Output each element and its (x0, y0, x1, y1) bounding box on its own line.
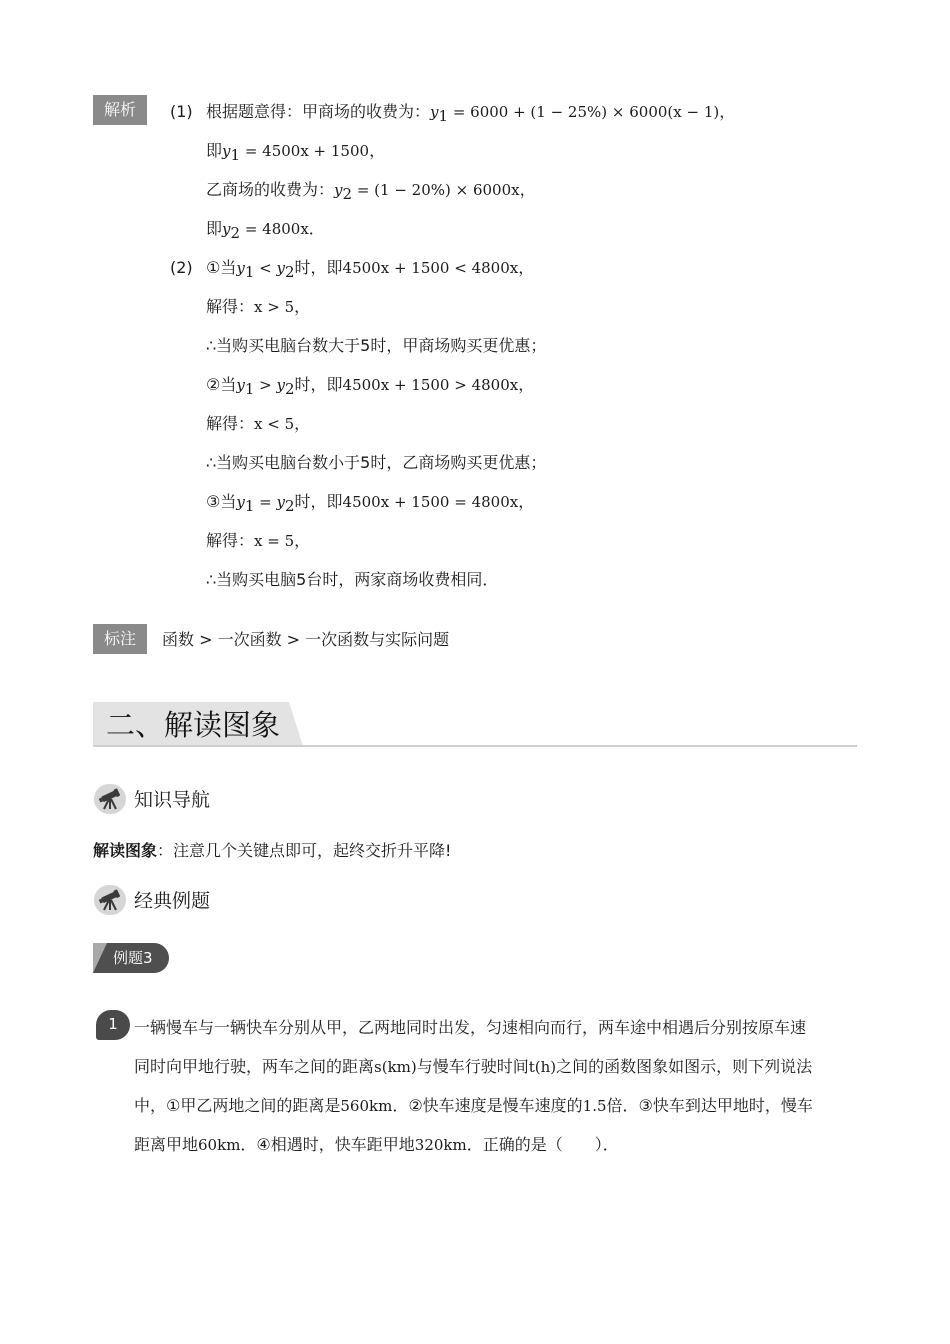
text: ③当 (206, 492, 237, 511)
text: ．②快车速度是慢车速度的 (392, 1096, 583, 1115)
math-sub: 2 (284, 380, 295, 399)
solution-line-4 (206, 218, 325, 244)
math-y: y (276, 493, 285, 511)
text: 中，①甲乙两地之间的距离是 (134, 1096, 341, 1115)
math-expr: x > 5 (254, 298, 295, 316)
math-expr: 4500x + 1500 > 4800x (342, 376, 519, 394)
math-value: 560km (340, 1097, 393, 1115)
math-sub: 2 (342, 185, 353, 204)
math-expr: x < 5 (254, 415, 295, 433)
punct: ， (294, 531, 311, 550)
math-y: y (334, 181, 343, 199)
text: 乙商场的收费为： (206, 180, 335, 199)
question-line-4 (134, 1134, 619, 1156)
text: 即 (206, 141, 223, 160)
math-y: y (236, 493, 245, 511)
case-2-condition (206, 374, 534, 400)
punct: ， (518, 492, 535, 511)
punct: ， (369, 141, 386, 160)
knowledge-bold-term: 解读图象 (93, 841, 158, 860)
math-expr: 4500x + 1500 = 4800x (342, 493, 519, 511)
question-line-1: 一辆慢车与一辆快车分别从甲，乙两地同时出发，匀速相向而行，两车途中相遇后分别按原车速 (134, 1018, 807, 1037)
classic-heading: 经典例题 (134, 890, 211, 912)
text: 与慢车行驶时间 (416, 1057, 529, 1076)
telescope-icon (94, 885, 126, 915)
punct: ， (519, 180, 536, 199)
math-y: y (222, 142, 231, 160)
math-sub: 1 (230, 146, 241, 165)
question-line-3 (134, 1095, 813, 1117)
text: ①当 (206, 258, 237, 277)
text: 同时向甲地行驶，两车之间的距离 (134, 1057, 375, 1076)
text: 时，即 (294, 258, 343, 277)
part-1-number: (1) (170, 102, 193, 121)
case-2-solve (206, 413, 310, 435)
text: 解得： (206, 531, 255, 550)
solution-tag: 解析 (93, 95, 147, 125)
math-y: y (430, 103, 439, 121)
math-sub: 1 (244, 380, 255, 399)
punct: ， (294, 297, 311, 316)
text: 之间的函数图象如图示，则下列说法 (556, 1057, 813, 1076)
math-value: 320km (414, 1136, 467, 1154)
math-unit: s(km) (374, 1058, 417, 1076)
math-value: 1.5 (582, 1097, 607, 1115)
solution-line-2 (206, 140, 385, 166)
text: 距离甲地 (134, 1135, 199, 1154)
math-value: 60km (198, 1136, 241, 1154)
math-y: y (276, 376, 285, 394)
punct: ， (294, 414, 311, 433)
case-3-solve (206, 530, 310, 552)
question-line-2 (134, 1056, 812, 1078)
annotation-path: 函数 > 一次函数 > 一次函数与实际问题 (162, 630, 450, 649)
annotation-tag: 标注 (93, 624, 147, 654)
math-sub: 2 (284, 497, 295, 516)
math-rel: > (254, 376, 277, 394)
math-unit: t(h) (528, 1058, 557, 1076)
math-rel: < (254, 259, 277, 277)
knowledge-body: ：注意几个关键点即可，起终交折升平降! (157, 841, 452, 860)
section-title: 二、解读图象 (106, 708, 281, 742)
text: 解得： (206, 297, 255, 316)
text: ②当 (206, 375, 237, 394)
math-sub: 1 (244, 497, 255, 516)
text: ．正确的是（ ）． (466, 1135, 619, 1154)
math-expr: = 4500x + 1500 (240, 142, 370, 160)
solution-line-3 (206, 179, 536, 205)
punct: ， (518, 375, 535, 394)
punct: ． (308, 219, 325, 238)
math-expr: = 4800x (240, 220, 309, 238)
math-y: y (222, 220, 231, 238)
case-2-conclusion: ∴当购买电脑台数小于5时，乙商场购买更优惠； (206, 453, 547, 472)
solution-line-1 (206, 101, 735, 127)
math-sub: 2 (230, 224, 241, 243)
punct: ， (719, 102, 736, 121)
question-number-badge: 1 (96, 1010, 130, 1040)
case-1-solve (206, 296, 310, 318)
text: 根据题意得：甲商场的收费为： (206, 102, 431, 121)
knowledge-text (93, 840, 451, 862)
case-1-conclusion: ∴当购买电脑台数大于5时，甲商场购买更优惠； (206, 336, 547, 355)
example-label: 例题3 (113, 949, 153, 967)
math-sub: 1 (438, 107, 449, 126)
math-expr: 4500x + 1500 < 4800x (342, 259, 519, 277)
math-rel: = (254, 493, 277, 511)
math-y: y (276, 259, 285, 277)
text: 倍．③快车到达甲地时，慢车 (606, 1096, 813, 1115)
part-2-number: (2) (170, 258, 193, 277)
text: 解得： (206, 414, 255, 433)
math-expr: = (1 − 20%) × 6000x (352, 181, 520, 199)
math-sub: 2 (284, 263, 295, 282)
case-3-condition (206, 491, 534, 517)
text: 时，即 (294, 375, 343, 394)
punct: ， (518, 258, 535, 277)
case-1-condition (206, 257, 534, 283)
math-sub: 1 (244, 263, 255, 282)
text: 时，即 (294, 492, 343, 511)
math-y: y (236, 259, 245, 277)
math-expr: x = 5 (254, 532, 295, 550)
text: 即 (206, 219, 223, 238)
telescope-icon (94, 784, 126, 814)
knowledge-heading: 知识导航 (134, 789, 211, 811)
text: ．④相遇时，快车距甲地 (240, 1135, 415, 1154)
case-3-conclusion: ∴当购买电脑5台时，两家商场收费相同． (206, 570, 499, 589)
math-expr: = 6000 + (1 − 25%) × 6000(x − 1) (448, 103, 720, 121)
math-y: y (236, 376, 245, 394)
